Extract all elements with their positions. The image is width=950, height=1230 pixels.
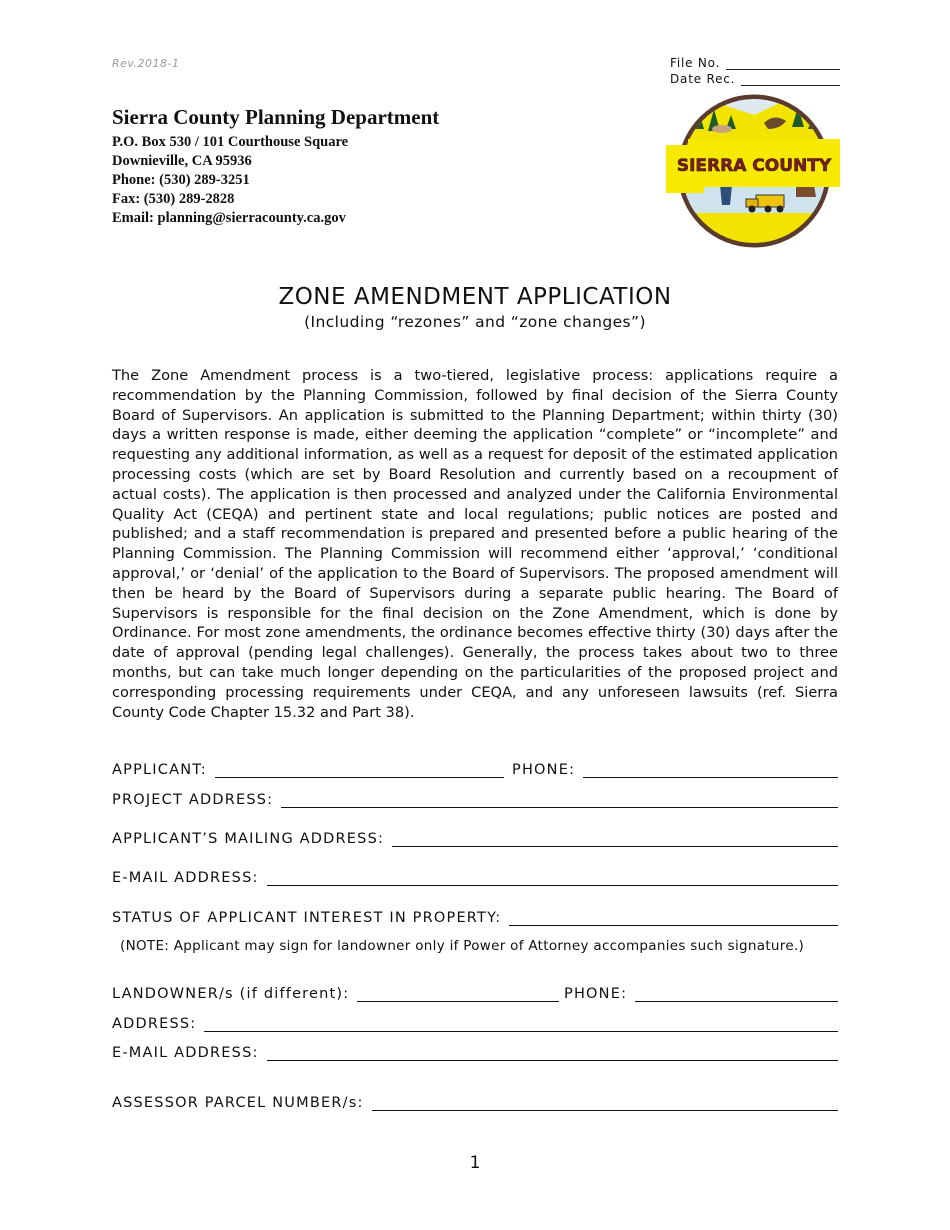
status-interest-input-line[interactable] (509, 911, 838, 926)
applicant-phone-field[interactable] (512, 762, 838, 778)
page-subtitle: (Including “rezones” and “zone changes”) (304, 313, 646, 331)
assessor-parcel-input-line[interactable] (372, 1096, 838, 1111)
mailing-address-input-line[interactable] (392, 832, 838, 847)
department-address1: P.O. Box 530 / 101 Courthouse Square (112, 134, 349, 150)
department-name: Sierra County Planning Department (112, 105, 440, 129)
landowner-phone-label: PHONE: (564, 986, 628, 1002)
mailing-address-field[interactable] (112, 831, 838, 847)
date-rec-label: Date Rec. (670, 72, 736, 86)
date-rec-field[interactable] (670, 72, 840, 86)
file-no-line[interactable] (726, 57, 840, 70)
landowner-address-input-line[interactable] (204, 1017, 838, 1032)
sierra-county-seal (664, 93, 840, 249)
department-phone: Phone: (530) 289-3251 (112, 172, 250, 188)
project-address-label: PROJECT ADDRESS: (112, 792, 274, 808)
email-input-line[interactable] (267, 871, 838, 886)
applicant-phone-input-line[interactable] (583, 763, 838, 778)
seal-text: SIERRA COUNTY (676, 156, 832, 176)
file-no-field[interactable] (670, 56, 840, 70)
file-no-label: File No. (670, 56, 721, 70)
mailing-address-label: APPLICANT’S MAILING ADDRESS: (112, 831, 385, 847)
landowner-email-input-line[interactable] (267, 1046, 838, 1061)
page-title: ZONE AMENDMENT APPLICATION (278, 284, 672, 310)
department-fax: Fax: (530) 289-2828 (112, 191, 235, 207)
power-of-attorney-note: (NOTE: Applicant may sign for landowner only if Power of Attorney accompanies such signature.) (120, 938, 805, 954)
assessor-parcel-field[interactable] (112, 1095, 838, 1111)
project-address-field[interactable] (112, 792, 838, 808)
department-address2: Downieville, CA 95936 (112, 153, 252, 169)
email-label: E-MAIL ADDRESS: (112, 870, 259, 886)
applicant-label: APPLICANT: (112, 762, 207, 778)
landowner-input-line[interactable] (357, 987, 559, 1002)
applicant-field[interactable] (112, 762, 504, 778)
page-number: 1 (469, 1153, 481, 1173)
intro-paragraph: The Zone Amendment process is a two-tiered, legislative process: applications require a recommendation by the Planning Commission, followed by final decision of the Sierra County Board of Supervisors. An application is submitted to the Planning Department; within thirty (30) days a written response is made, either deeming the application “complete” or “incomplete” and requesting any additional information, as well as a request for deposit of the estimated application processing costs (which are set by Board Resolution and currently based on a recoupment of actual costs). The application is then processed and analyzed under the California Environmental Quality Act (CEQA) and pertinent state and local regulations; public notices are posted and published; and a staff recommendation is prepared and presented before a public hearing of the Planning Commission. The Planning Commission will recommend either ‘approval,’ ‘conditional approval,’ or ‘denial’ of the application to the Board of Supervisors. The proposed amendment will then be heard by the Board of Supervisors during a separate public hearing. The Board of Supervisors is responsible for the final decision on the Zone Amendment, which is done by Ordinance. For most zone amendments, the ordinance becomes effective thirty (30) days after the date of approval (pending legal challenges). Generally, the process takes about two to three months, but can take much longer depending on the particularities of the proposed project and corresponding processing requirements under CEQA, and any unforeseen lawsuits (ref. Sierra County Code Chapter 15.32 and Part 38). (112, 367, 838, 721)
landowner-address-field[interactable] (112, 1016, 838, 1032)
landowner-phone-input-line[interactable] (635, 987, 838, 1002)
department-block (112, 105, 439, 228)
assessor-parcel-label: ASSESSOR PARCEL NUMBER/s: (112, 1095, 364, 1111)
department-email: Email: planning@sierracounty.ca.gov (112, 210, 346, 226)
applicant-input-line[interactable] (215, 763, 504, 778)
landowner-field[interactable] (112, 986, 559, 1002)
status-interest-field[interactable] (112, 910, 838, 926)
project-address-input-line[interactable] (281, 793, 838, 808)
email-field[interactable] (112, 870, 838, 886)
revision-label: Rev.2018-1 (112, 57, 180, 70)
landowner-email-field[interactable] (112, 1045, 838, 1061)
applicant-phone-label: PHONE: (512, 762, 576, 778)
status-interest-label: STATUS OF APPLICANT INTEREST IN PROPERTY: (112, 910, 502, 926)
landowner-label: LANDOWNER/s (if different): (112, 986, 350, 1002)
date-rec-line[interactable] (741, 73, 840, 86)
landowner-phone-field[interactable] (564, 986, 838, 1002)
landowner-email-label: E-MAIL ADDRESS: (112, 1045, 259, 1061)
landowner-address-label: ADDRESS: (112, 1016, 197, 1032)
